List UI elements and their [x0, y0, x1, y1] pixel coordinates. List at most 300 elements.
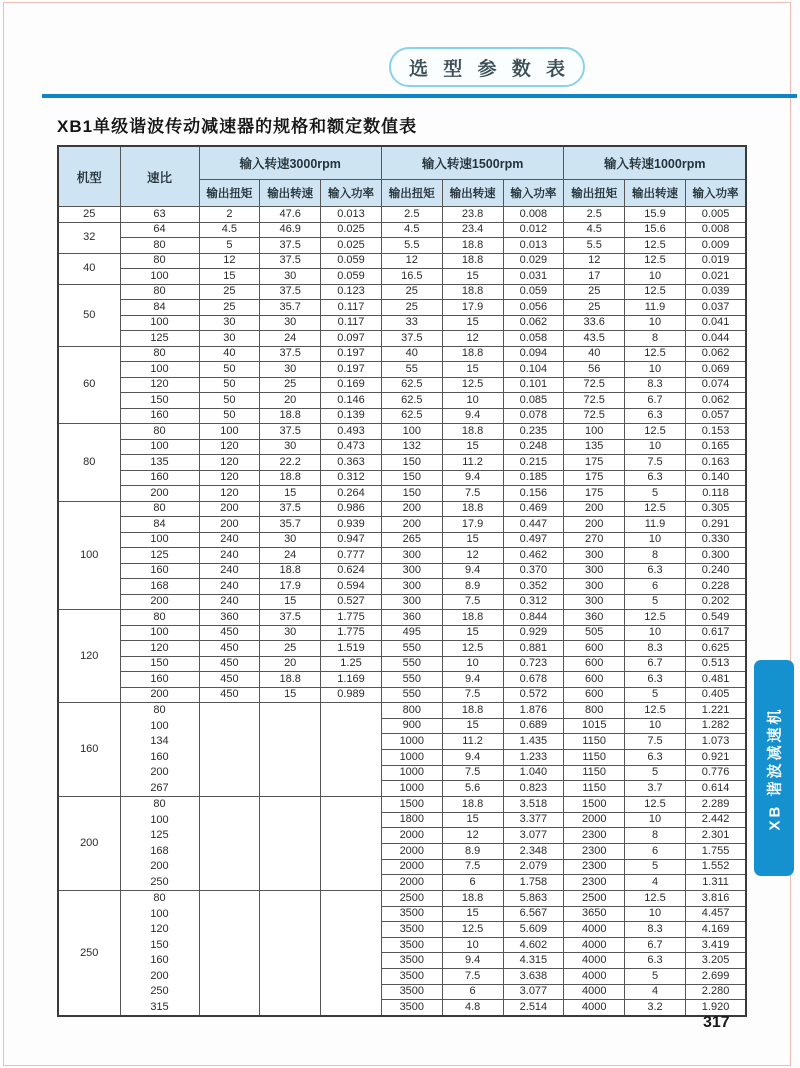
value-cell: 4000 [564, 984, 625, 1000]
value-cell: 0.723 [503, 656, 564, 672]
value-cell: 0.019 [685, 253, 746, 269]
table-row [58, 703, 746, 719]
value-cell: 0.248 [503, 439, 564, 455]
value-cell: 2300 [564, 875, 625, 891]
ratio-value: 120 [150, 923, 169, 935]
value-cell: 6 [442, 875, 503, 891]
value-cell: 18.8 [442, 703, 503, 719]
value-cell: 3650 [564, 906, 625, 922]
value-cell: 35.7 [260, 517, 321, 533]
value-cell: 5 [625, 594, 686, 610]
value-cell: 0.059 [503, 284, 564, 300]
value-cell: 0.005 [685, 207, 746, 223]
ratio-cell: 80 [120, 253, 199, 269]
table-row [58, 346, 746, 362]
value-cell: 20 [260, 393, 321, 409]
ratio-cell: 100 [120, 532, 199, 548]
value-cell: 72.5 [564, 377, 625, 393]
ratio-value: 100 [150, 813, 169, 826]
value-cell: 1.221 [685, 703, 746, 719]
column-header-model: 机型 [58, 146, 120, 207]
empty-cell [199, 891, 260, 1017]
value-cell: 505 [564, 625, 625, 641]
value-cell: 72.5 [564, 408, 625, 424]
value-cell: 0.039 [685, 284, 746, 300]
value-cell: 800 [381, 703, 442, 719]
value-cell: 9.4 [442, 953, 503, 969]
value-cell: 175 [564, 455, 625, 471]
value-cell: 6 [625, 579, 686, 595]
ratio-stack [121, 891, 199, 1015]
table-row [58, 362, 746, 378]
value-cell: 3.2 [625, 1000, 686, 1016]
value-cell: 72.5 [564, 393, 625, 409]
ratio-cell: 120 [120, 641, 199, 657]
value-cell: 4000 [564, 1000, 625, 1016]
ratio-value: 80 [153, 704, 166, 716]
value-cell: 3.7 [625, 781, 686, 797]
value-cell: 0.062 [685, 393, 746, 409]
value-cell: 0.678 [503, 672, 564, 688]
value-cell: 0.513 [685, 656, 746, 672]
value-cell: 15 [260, 594, 321, 610]
value-cell: 15 [442, 269, 503, 285]
value-cell: 120 [199, 486, 260, 502]
value-cell: 11.2 [442, 734, 503, 750]
value-cell: 4.5 [381, 222, 442, 238]
value-cell: 0.625 [685, 641, 746, 657]
value-cell: 1.282 [685, 718, 746, 734]
value-cell: 12.5 [625, 891, 686, 907]
ratio-cell: 160 [120, 408, 199, 424]
table-row [58, 253, 746, 269]
value-cell: 2.5 [381, 207, 442, 223]
value-cell: 0.215 [503, 455, 564, 471]
value-cell: 6.567 [503, 906, 564, 922]
value-cell: 265 [381, 532, 442, 548]
value-cell: 18.8 [442, 797, 503, 813]
value-cell: 12.5 [442, 641, 503, 657]
column-header-ratio: 速比 [120, 146, 199, 207]
value-cell: 1.775 [321, 610, 382, 626]
value-cell: 5 [625, 486, 686, 502]
value-cell: 37.5 [260, 610, 321, 626]
value-cell: 1000 [381, 765, 442, 781]
value-cell: 240 [199, 579, 260, 595]
value-cell: 5.5 [564, 238, 625, 254]
ratio-cell: 80 [120, 424, 199, 440]
value-cell: 120 [199, 470, 260, 486]
value-cell: 25 [564, 284, 625, 300]
value-cell: 0.062 [503, 315, 564, 331]
value-cell: 33.6 [564, 315, 625, 331]
table-row [58, 548, 746, 564]
value-cell: 22.2 [260, 455, 321, 471]
value-cell: 0.370 [503, 563, 564, 579]
value-cell: 360 [381, 610, 442, 626]
value-cell: 0.153 [685, 424, 746, 440]
model-cell: 32 [58, 222, 120, 253]
value-cell: 40 [564, 346, 625, 362]
value-cell: 0.062 [685, 346, 746, 362]
value-cell: 0.059 [321, 253, 382, 269]
ratio-cell: 63 [120, 207, 199, 223]
ratio-value: 80 [153, 892, 166, 904]
value-cell: 8.3 [625, 377, 686, 393]
value-cell: 6.3 [625, 749, 686, 765]
value-cell: 2000 [381, 875, 442, 891]
value-cell: 0.300 [685, 548, 746, 564]
value-cell: 800 [564, 703, 625, 719]
table-row [58, 377, 746, 393]
table-row [58, 222, 746, 238]
value-cell: 1000 [381, 734, 442, 750]
spec-table-header [58, 146, 746, 207]
value-cell: 6.3 [625, 470, 686, 486]
model-cell: 50 [58, 284, 120, 346]
value-cell: 30 [260, 269, 321, 285]
value-cell: 100 [564, 424, 625, 440]
value-cell: 7.5 [442, 969, 503, 985]
column-subheader-2-2: 输入功率 [685, 180, 746, 207]
value-cell: 12.5 [625, 610, 686, 626]
value-cell: 6.3 [625, 953, 686, 969]
table-row [58, 393, 746, 409]
value-cell: 120 [199, 439, 260, 455]
value-cell: 6.3 [625, 408, 686, 424]
column-subheader-2-1: 输出转速 [625, 180, 686, 207]
value-cell: 0.921 [685, 749, 746, 765]
value-cell: 12.5 [625, 797, 686, 813]
value-cell: 0.330 [685, 532, 746, 548]
page-number: 317 [703, 1014, 730, 1031]
value-cell: 450 [199, 625, 260, 641]
value-cell: 2000 [381, 828, 442, 844]
value-cell: 25 [381, 284, 442, 300]
column-subheader-0-2: 输入功率 [321, 180, 382, 207]
value-cell: 0.074 [685, 377, 746, 393]
value-cell: 600 [564, 656, 625, 672]
value-cell: 25 [199, 300, 260, 316]
value-cell: 12.5 [625, 284, 686, 300]
value-cell: 50 [199, 377, 260, 393]
table-row [58, 563, 746, 579]
value-cell: 1.876 [503, 703, 564, 719]
value-cell: 200 [199, 501, 260, 517]
value-cell: 6.3 [625, 563, 686, 579]
value-cell: 300 [381, 594, 442, 610]
value-cell: 10 [625, 906, 686, 922]
model-cell: 160 [58, 703, 120, 797]
value-cell: 10 [625, 269, 686, 285]
ratio-cell: 200 [120, 486, 199, 502]
value-cell: 1.758 [503, 875, 564, 891]
value-cell: 18.8 [260, 470, 321, 486]
value-cell: 4.457 [685, 906, 746, 922]
value-cell: 0.025 [321, 238, 382, 254]
side-tab-label: XB 谐波减速机 [766, 705, 784, 831]
value-cell: 4000 [564, 922, 625, 938]
value-cell: 2500 [381, 891, 442, 907]
value-cell: 0.776 [685, 765, 746, 781]
value-cell: 3.419 [685, 937, 746, 953]
value-cell: 4 [625, 875, 686, 891]
ratio-cell: 80 [120, 238, 199, 254]
value-cell: 11.9 [625, 300, 686, 316]
value-cell: 0.013 [321, 207, 382, 223]
value-cell: 3500 [381, 937, 442, 953]
value-cell: 15 [260, 486, 321, 502]
value-cell: 0.312 [503, 594, 564, 610]
value-cell: 5 [199, 238, 260, 254]
value-cell: 0.008 [685, 222, 746, 238]
value-cell: 5 [625, 969, 686, 985]
value-cell: 4.8 [442, 1000, 503, 1016]
ratio-cell: 150 [120, 656, 199, 672]
value-cell: 0.617 [685, 625, 746, 641]
value-cell: 8 [625, 548, 686, 564]
value-cell: 10 [625, 718, 686, 734]
value-cell: 10 [625, 315, 686, 331]
value-cell: 8 [625, 828, 686, 844]
value-cell: 2300 [564, 828, 625, 844]
value-cell: 9.4 [442, 470, 503, 486]
value-cell: 1150 [564, 734, 625, 750]
column-subheader-0-1: 输出转速 [260, 180, 321, 207]
table-row [58, 797, 746, 813]
value-cell: 40 [381, 346, 442, 362]
ratio-cell: 64 [120, 222, 199, 238]
ratio-cell: 125 [120, 331, 199, 347]
ratio-cell: 160 [120, 672, 199, 688]
value-cell: 0.101 [503, 377, 564, 393]
value-cell: 30 [199, 331, 260, 347]
value-cell: 200 [564, 501, 625, 517]
ratio-cell: 200 [120, 687, 199, 703]
value-cell: 450 [199, 641, 260, 657]
value-cell: 8 [625, 331, 686, 347]
model-cell: 250 [58, 891, 120, 1017]
value-cell: 175 [564, 470, 625, 486]
value-cell: 200 [381, 517, 442, 533]
value-cell: 15 [199, 269, 260, 285]
value-cell: 0.594 [321, 579, 382, 595]
table-row [58, 594, 746, 610]
value-cell: 0.037 [685, 300, 746, 316]
value-cell: 40 [199, 346, 260, 362]
value-cell: 30 [260, 625, 321, 641]
value-cell: 0.549 [685, 610, 746, 626]
value-cell: 4 [625, 984, 686, 1000]
table-row [58, 687, 746, 703]
value-cell: 0.469 [503, 501, 564, 517]
table-row [58, 408, 746, 424]
value-cell: 5 [625, 859, 686, 875]
ratio-cell: 80 [120, 284, 199, 300]
value-cell: 2 [199, 207, 260, 223]
value-cell: 15 [260, 687, 321, 703]
value-cell: 18.8 [442, 253, 503, 269]
value-cell: 2.301 [685, 828, 746, 844]
value-cell: 0.777 [321, 548, 382, 564]
value-cell: 100 [381, 424, 442, 440]
value-cell: 20 [260, 656, 321, 672]
ratio-cell: 100 [120, 269, 199, 285]
value-cell: 10 [442, 393, 503, 409]
ratio-cell: 100 [120, 315, 199, 331]
value-cell: 0.025 [321, 222, 382, 238]
ratio-value: 200 [150, 860, 169, 872]
ratio-cell: 120 [120, 377, 199, 393]
value-cell: 0.058 [503, 331, 564, 347]
value-cell: 550 [381, 656, 442, 672]
value-cell: 0.021 [685, 269, 746, 285]
empty-cell [321, 891, 382, 1017]
value-cell: 2.289 [685, 797, 746, 813]
value-cell: 0.929 [503, 625, 564, 641]
value-cell: 1500 [381, 797, 442, 813]
value-cell: 0.056 [503, 300, 564, 316]
value-cell: 3.077 [503, 984, 564, 1000]
value-cell: 6.3 [625, 672, 686, 688]
value-cell: 12.5 [625, 253, 686, 269]
value-cell: 8.9 [442, 843, 503, 859]
value-cell: 1.552 [685, 859, 746, 875]
value-cell: 30 [199, 315, 260, 331]
value-cell: 2.348 [503, 843, 564, 859]
value-cell: 0.140 [685, 470, 746, 486]
value-cell: 7.5 [625, 734, 686, 750]
value-cell: 37.5 [381, 331, 442, 347]
model-cell: 60 [58, 346, 120, 424]
value-cell: 300 [564, 594, 625, 610]
value-cell: 2.442 [685, 812, 746, 828]
ratio-cell: 100 [120, 625, 199, 641]
value-cell: 0.352 [503, 579, 564, 595]
value-cell: 18.8 [442, 346, 503, 362]
value-cell: 4.315 [503, 953, 564, 969]
value-cell: 0.312 [321, 470, 382, 486]
value-cell: 12.5 [625, 346, 686, 362]
value-cell: 7.5 [442, 859, 503, 875]
value-cell: 1.25 [321, 656, 382, 672]
value-cell: 12.5 [625, 703, 686, 719]
value-cell: 15.9 [625, 207, 686, 223]
table-row [58, 284, 746, 300]
ratio-value: 267 [150, 781, 169, 794]
value-cell: 0.939 [321, 517, 382, 533]
value-cell: 3500 [381, 953, 442, 969]
value-cell: 8.3 [625, 922, 686, 938]
value-cell: 8.9 [442, 579, 503, 595]
model-cell: 40 [58, 253, 120, 284]
table-row [58, 610, 746, 626]
value-cell: 450 [199, 672, 260, 688]
table-row [58, 331, 746, 347]
value-cell: 135 [564, 439, 625, 455]
ratio-value: 160 [150, 750, 169, 763]
ratio-value: 100 [150, 907, 169, 920]
value-cell: 9.4 [442, 672, 503, 688]
value-cell: 18.8 [442, 424, 503, 440]
ratio-value: 150 [150, 938, 169, 951]
value-cell: 240 [199, 532, 260, 548]
value-cell: 10 [625, 625, 686, 641]
value-cell: 3.205 [685, 953, 746, 969]
empty-cell [260, 797, 321, 891]
value-cell: 37.5 [260, 501, 321, 517]
value-cell: 0.291 [685, 517, 746, 533]
table-row [58, 269, 746, 285]
value-cell: 0.624 [321, 563, 382, 579]
ratio-stack [121, 703, 199, 796]
value-cell: 9.4 [442, 749, 503, 765]
value-cell: 23.8 [442, 207, 503, 223]
value-cell: 1.169 [321, 672, 382, 688]
value-cell: 17.9 [442, 517, 503, 533]
value-cell: 2.699 [685, 969, 746, 985]
value-cell: 11.2 [442, 455, 503, 471]
value-cell: 5 [625, 687, 686, 703]
section-badge-label: 选 型 参 数 表 [408, 58, 571, 80]
value-cell: 4000 [564, 953, 625, 969]
value-cell: 6.7 [625, 393, 686, 409]
empty-cell [199, 703, 260, 797]
value-cell: 0.264 [321, 486, 382, 502]
ratio-value: 125 [150, 829, 169, 841]
value-cell: 0.989 [321, 687, 382, 703]
value-cell: 0.202 [685, 594, 746, 610]
value-cell: 550 [381, 672, 442, 688]
value-cell: 25 [564, 300, 625, 316]
value-cell: 10 [625, 812, 686, 828]
value-cell: 1.233 [503, 749, 564, 765]
value-cell: 0.059 [321, 269, 382, 285]
empty-cell [199, 797, 260, 891]
value-cell: 450 [199, 687, 260, 703]
value-cell: 4.169 [685, 922, 746, 938]
value-cell: 30 [260, 362, 321, 378]
table-row [58, 207, 746, 223]
value-cell: 2.514 [503, 1000, 564, 1016]
value-cell: 0.057 [685, 408, 746, 424]
value-cell: 24 [260, 331, 321, 347]
value-cell: 0.363 [321, 455, 382, 471]
table-row [58, 641, 746, 657]
value-cell: 12 [442, 828, 503, 844]
section-badge [389, 47, 585, 87]
value-cell: 120 [199, 455, 260, 471]
value-cell: 5.6 [442, 781, 503, 797]
value-cell: 12.5 [442, 377, 503, 393]
value-cell: 10 [625, 439, 686, 455]
side-tab [754, 660, 794, 876]
table-row [58, 579, 746, 595]
ratio-cell: 160 [120, 470, 199, 486]
value-cell: 7.5 [442, 486, 503, 502]
value-cell: 4000 [564, 969, 625, 985]
value-cell: 0.228 [685, 579, 746, 595]
value-cell: 2300 [564, 859, 625, 875]
value-cell: 175 [564, 486, 625, 502]
value-cell: 35.7 [260, 300, 321, 316]
value-cell: 200 [564, 517, 625, 533]
value-cell: 62.5 [381, 377, 442, 393]
value-cell: 10 [625, 532, 686, 548]
ratio-cell: 150 [120, 393, 199, 409]
table-row [58, 300, 746, 316]
value-cell: 0.097 [321, 331, 382, 347]
